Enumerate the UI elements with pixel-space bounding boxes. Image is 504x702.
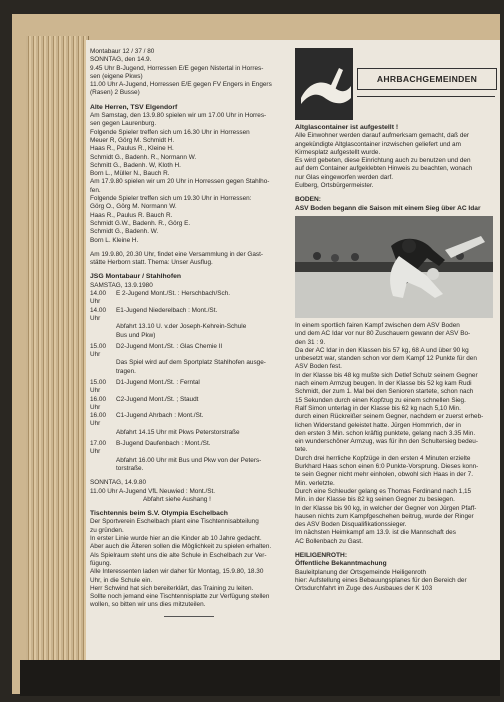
jsg-entry: 15.00 Uhr D2-Jugend Mont./St. : Glas Chemie II <box>90 342 223 359</box>
tt-line: wollen, so bitten wir uns dies mitzuteilen. <box>90 601 206 609</box>
report-line: Durch drei herrliche Kopfzüge in den ersten 4 Minuten erzielte <box>295 454 471 462</box>
top-line: 9.45 Uhr B-Jugend, Horressen E/E gegen Nistertal in Horres- <box>90 64 264 72</box>
boden-heading: ASV Boden begann die Saison mit einem Sieg über AC Idar <box>295 204 481 212</box>
jsg-entry: torstraße. <box>116 464 144 472</box>
report-line: nach einem Armzug beugen. In der Klasse bis 52 kg kam Rudi <box>295 380 472 388</box>
report-line: Min. in der Klasse bis 82 kg seinen Gegner zu besiegen. <box>295 496 455 504</box>
report-line: Durch eine Schleuder gelang es Thomas Ferdinand nach 1,15 <box>295 487 472 495</box>
report-line: In einem sportlich fairen Kampf zwischen dem ASV Boden <box>295 321 460 329</box>
top-line: sen (eigene Pkws) <box>90 72 143 80</box>
top-line: 11.00 Uhr A-Jugend, Horressen E/E gegen FV Engers in Engers <box>90 81 272 89</box>
dark-bottom-strip <box>20 660 500 696</box>
report-line: Ralf Simon unterlag in der Klasse bis 62 kg nach 5,10 Min. <box>295 404 461 412</box>
tt-line: Der Sportverein Eschelbach plant eine Tischtennisabteilung <box>90 518 259 526</box>
tsv-line: Görg O., Görg M. Normann W. <box>90 203 177 211</box>
tischtennis-heading: Tischtennis beim S.V. Olympia Eschelbach <box>90 510 228 518</box>
sunday-entry: 11.00 Uhr A-Jugend VfL Neuwied : Mont./St. <box>90 487 216 495</box>
wrestling-photo <box>295 216 493 318</box>
tsv-line: Meuer R, Görg M. Schmidt H. <box>90 136 175 144</box>
report-line: Im nächsten Heimkampf am 13.9. ist die Mannschaft des <box>295 529 456 537</box>
tt-line: Sollte noch jemand eine Tischtennisplatte zur Verfügung stellen <box>90 593 270 601</box>
heiligenroth-label: HEILIGENROTH: <box>295 551 348 559</box>
jsg-entry: 15.00 Uhr D1-Jugend Mont./St. : Ferntal <box>90 378 200 395</box>
top-line: (Rasen) 2 Busse) <box>90 89 140 97</box>
heiligenroth-heading: Öffentliche Bekanntmachung <box>295 560 387 568</box>
report-line: 15 Sekunden durch einen Kopfzug zu einem schnellen Sieg. <box>295 396 466 404</box>
boden-label: BODEN: <box>295 196 322 204</box>
report-line: unbesetzt war, standen schon vor dem Kampf 12 Punkte für den <box>295 355 477 363</box>
jsg-entry: 17.00 Uhr B-Jugend Daufenbach : Mont./St. <box>90 440 211 456</box>
report-line: te sein Gegner nicht mehr einholen, obwohl sich Haas in der 7. <box>295 471 473 479</box>
tsv-line: Schmitt G., Badenh. W, Kloth H. <box>90 161 181 169</box>
tt-line: zu gründen. <box>90 526 124 534</box>
tsv-heading: Alte Herren, TSV Elgendorf <box>90 103 178 111</box>
tsv-line: Haas R., Paulus R., Kleine H. <box>90 145 174 153</box>
heil-line: Bauleitplanung der Ortsgemeinde Heiligenroth <box>295 568 427 576</box>
sunday-day: SONNTAG, 14.9.80 <box>90 479 146 487</box>
jsg-entry: Abfahrt 13.10 U. v.der Joseph-Kehrein-Schule <box>116 323 247 331</box>
tt-line: Als Spielraum steht uns die alte Schule in Eschelbach zur Ver- <box>90 551 267 559</box>
jsg-entry: tragen. <box>116 367 136 375</box>
top-line: Montabaur 12 / 37 / 80 <box>90 48 155 55</box>
jsg-entry: Abfahrt 16.00 Uhr mit Bus und Pkw von der Peters- <box>116 456 262 464</box>
banner-rule <box>357 96 495 97</box>
report-line: Burkhard Haas schon einen 6:0 Punkte-Vorsprung. Dieses konn- <box>295 463 479 471</box>
altglas-line: Kirmesplatz aufgestellt wurde. <box>295 148 381 156</box>
report-line: In der Klasse bis 48 kg mußte sich Detlef Schulz seinem Gegner <box>295 371 478 379</box>
tt-line: Herr Schwind hat sich bereiterklärt, das Training zu leiten. <box>90 584 254 592</box>
top-line: SONNTAG, den 14.9. <box>90 56 152 64</box>
report-line: Schmidt, der zum 1. Mal bei den Senioren startete, schon nach <box>295 388 474 396</box>
tsv-after-line: stätte Herborn statt. Thema: Unser Ausflug. <box>90 259 213 267</box>
tsv-line: Folgende Spieler treffen sich um 16.30 Uhr in Horressen <box>90 128 250 136</box>
report-line: des ASV Boden Disqualifikationssieger. <box>295 521 407 529</box>
left-column <box>90 48 288 617</box>
report-line: Min. verletzte. <box>295 479 335 487</box>
tsv-line: Born L. Kleine H. <box>90 236 139 244</box>
jsg-entry: 14.00 Uhr E 2-Jugend Mont./St. : Herschbach/Sch. <box>90 290 231 306</box>
section-divider <box>164 616 214 617</box>
report-line: durch einen Rückreißer seinem Gegner, nachdem er zuerst erheb- <box>295 413 484 421</box>
report-line: tete. <box>295 446 308 454</box>
tsv-line: fen. <box>90 186 101 194</box>
newspaper-page <box>86 40 500 660</box>
altglas-line: auf dem Container aufgeklebten Hinweis zu beachten, wonach <box>295 165 473 173</box>
jsg-entry: 16.00 Uhr C1-Jugend Ahrbach : Mont./St. <box>90 412 204 428</box>
heil-line: hier: Aufstellung eines Bebauungsplanes für den Bereich der <box>295 576 467 584</box>
sunday-note: Abfahrt siehe Aushang ! <box>143 495 211 503</box>
report-line: Da der AC Idar in den Klassen bis 57 kg, 68 A und über 90 kg <box>295 346 469 354</box>
report-line: AC Bollenbach zu Gast. <box>295 537 363 545</box>
right-column <box>295 48 495 593</box>
report-line: den ersten 3 Min. schon kräftig punktete, gelang nach 3.35 Min. <box>295 429 476 437</box>
tsv-line: Schmidt G.W., Badenh. R., Görg E. <box>90 219 191 227</box>
jsg-day: SAMSTAG, 13.9.1980 <box>90 281 153 289</box>
report-line: den 31 : 9. <box>295 338 326 346</box>
jsg-entry: Das Spiel wird auf dem Sportplatz Stahlhofen ausge- <box>116 359 266 367</box>
altglas-line: angekündigte Altglascontainer inzwischen geliefert und am <box>295 140 461 148</box>
tsv-line: Born L., Müller N., Bauch R. <box>90 170 170 178</box>
jsg-heading: JSG Montabaur / Stahlhofen <box>90 273 182 281</box>
heil-line: Ortsdurchfahrt im Zuge des Ausbaues der K 103 <box>295 585 433 593</box>
page-edges <box>26 36 89 660</box>
tt-line: Aber auch die Älteren sollen die Möglichkeit zu spielen erhalten. <box>90 543 272 551</box>
jsg-entry: Abfahrt 14.15 Uhr mit Pkws Peterstorstraße <box>116 428 240 436</box>
tsv-line: Am Samstag, den 13.9.80 spielen wir um 17.00 Uhr in Horres- <box>90 112 267 120</box>
report-line: ein wunderschöner Armzug, was für ihn den Schultersieg bedeu- <box>295 438 478 446</box>
tsv-line: Folgende Spieler treffen sich um 19.30 Uhr in Horressen: <box>90 195 252 203</box>
jsg-entry: 14.00 Uhr E1-Jugend Niederelbach : Mont./St. <box>90 306 218 322</box>
jsg-entry: Bus und Pkw) <box>116 331 156 339</box>
altglas-line: nur Glas eingeworfen werden darf. <box>295 173 394 181</box>
tt-line: fügung. <box>90 559 112 567</box>
tsv-line: Haas R., Paulus R. Bauch R. <box>90 211 173 219</box>
report-line: hausen nichts zum Kampfgeschehen beitrug, wurde der Ringer <box>295 512 474 520</box>
tsv-line: sen gegen Laurenburg. <box>90 120 157 128</box>
altglas-line: Alle Einwohner werden darauf aufmerksam gemacht, daß der <box>295 132 470 140</box>
report-line: ASV Boden fest. <box>295 363 342 371</box>
tt-line: In erster Linie wurde hier an die Kinder ab 10 Jahre gedacht. <box>90 535 262 543</box>
tsv-line: Am 17.9.80 spielen wir um 20 Uhr in Horressen gegen Stahlho- <box>90 178 270 186</box>
tt-line: Alle Interessenten laden wir daher für Montag, 15.9.80, 18.30 <box>90 568 264 576</box>
tsv-line: Schmidt G., Badenh. R., Normann W. <box>90 153 197 161</box>
ahrbach-banner <box>295 48 495 120</box>
altglas-heading: Altglascontainer ist aufgestellt ! <box>295 124 399 131</box>
report-line: und dem AC Idar vor nur 80 Zuschauern gewann der ASV Bo- <box>295 330 471 338</box>
tsv-after-line: Am 19.9.80, 20.30 Uhr, findet eine Versammlung in der Gast- <box>90 250 263 258</box>
report-line: In der Klasse bis 90 kg, in welcher der Gegner von Jürgen Pfaff- <box>295 504 477 512</box>
altglas-line: Es wird gebeten, diese Einrichtung auch zu benutzen und den <box>295 157 471 165</box>
tt-line: Uhr, in die Schule ein. <box>90 576 153 584</box>
altglas-line: Eulberg, Ortsbürgermeister. <box>295 182 374 190</box>
tsv-line: Schmidt G., Badenh. W. <box>90 228 159 236</box>
report-line: lichen Widerstand geleistet hatte. Jürgen Hommrich, der in <box>295 421 461 429</box>
ahrbach-wave-logo <box>295 48 353 120</box>
jsg-entry: 16.00 Uhr C2-Jugend Mont./St. ; Staudt <box>90 395 199 411</box>
banner-title: AHRBACHGEMEINDEN <box>357 68 497 90</box>
